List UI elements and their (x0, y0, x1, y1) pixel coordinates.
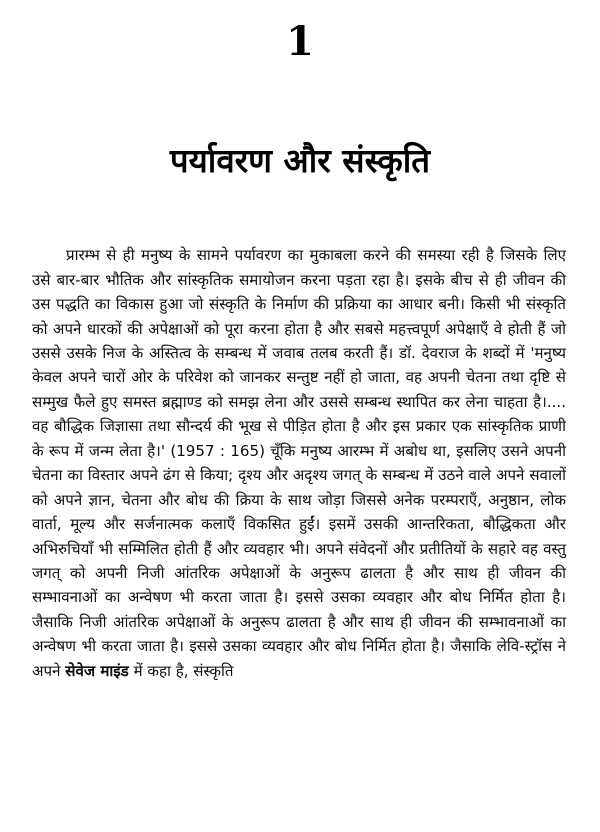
paragraph-text-part2: में कहा है, संस्कृति (128, 661, 234, 680)
paragraph-text-part1: प्रारम्भ से ही मनुष्य के सामने पर्यावरण का मुकाबला करने की समस्या रही है जिसके लिए उसे बार-बार भौतिक और सांस्कृतिक समायोजन करना पड़ता रहा है। इसके बीच से ही जीवन की उस पद्धति का विकास हुआ जो संस्कृति के निर्माण की प्रक्रिया का आधार बनी। किसी भी संस्कृति को अपने धारकों की अपेक्षाओं को पूरा करना होता है और सबसे महत्त्वपूर्ण अपेक्षाएँ वे होती हैं जो उससे उसके निज के अस्तित्व के सम्बन्ध में जवाब तलब करती हैं। डॉ. देवराज के शब्दों में 'मनुष्य केवल अपने चारों ओर के परिवेश को जानकर सन्तुष्ट नहीं हो जाता, वह अपनी चेतना तथा दृष्टि से सम्मुख फैले हुए समस्त ब्रह्माण्ड को समझ लेना और उससे सम्बन्ध स्थापित कर लेना चाहता है।.... वह बौद्धिक जिज्ञासा तथा सौन्दर्य की भूख से पीड़ित होता है और इस प्रकार एक सांस्कृतिक प्राणी के रूप में जन्म लेता है।' (1957 : 165) चूँकि मनुष्य आरम्भ में अबोध था, इसलिए उसने अपनी चेतना का विस्तार अपने ढंग से किया; दृश्य और अदृश्य जगत् के सम्बन्ध में उठने वाले अपने सवालों को अपने ज्ञान, चेतना और बोध की क्रिया के साथ जोड़ा जिससे अनेक परम्पराएँ, अनुष्ठान, लोक वार्ता, मूल्य और सर्जनात्मक कलाएँ विकसित हुईं। इसमें उसकी आन्तरिकता, बौद्धिकता और अभिरुचियाँ भी सम्मिलित होती हैं और व्यवहार भी। अपने संवेदनों और प्रतीतियों के सहारे वह वस्तु जगत् को अपनी निजी आंतरिक अपेक्षाओं के अनुरूप ढालता है और साथ ही जीवन की सम्भावनाओं का अन्वेषण भी करता जाता है। इससे उसका व्यवहार और बोध निर्मित होता है। जैसाकि निजी आंतरिक अपेक्षाओं के अनुरूप ढालता है और साथ ही जीवन की सम्भावनाओं का अन्वेषण भी करता जाता है। इससे उसका व्यवहार और बोध निर्मित होता है। जैसाकि लेवि-स्ट्रॉस ने अपने (32, 246, 566, 680)
paragraph-bold-term: सेवेज माइंड (65, 661, 129, 680)
body-text-block (0, 243, 600, 683)
paragraph-main (32, 243, 566, 683)
chapter-number: 1 (286, 18, 314, 65)
chapter-title: पर्यावरण और संस्कृति (169, 141, 431, 180)
